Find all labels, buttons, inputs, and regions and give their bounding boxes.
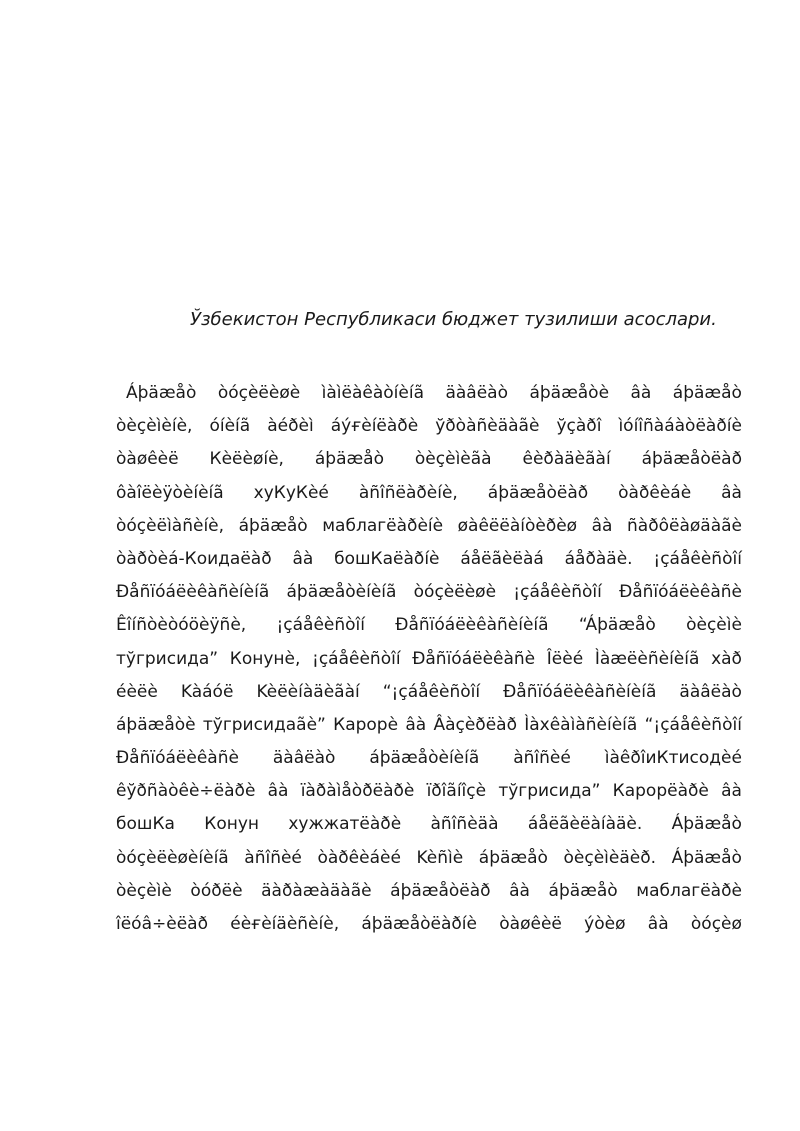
word: âà <box>591 515 613 536</box>
word: äàâëàò <box>445 383 508 403</box>
word: Kèñìè <box>416 847 464 868</box>
word: “¡çáåêèñòîí <box>644 714 742 735</box>
paragraph-line <box>116 746 742 779</box>
word: áåðàäè. <box>564 548 633 569</box>
word: òàøêèë <box>116 449 179 470</box>
word: ïðîãíîçè <box>426 781 487 802</box>
paragraph-line <box>116 879 742 912</box>
word: ¡çáåêèñòîí <box>653 548 742 569</box>
document-title: Ўзбекистон Республикаси бюджет тузилиши асослари. <box>190 309 717 330</box>
word: âà <box>292 548 314 569</box>
paragraph-line <box>116 414 742 447</box>
word: áþäæåòëàð <box>487 482 589 503</box>
paragraph-line <box>116 647 742 680</box>
word: àñîñèäà <box>430 814 499 835</box>
word: âà <box>721 781 742 802</box>
word: ўçàðî <box>556 416 602 437</box>
word: àñîñèé <box>513 748 571 769</box>
word: ìàìëàêàòíèíã <box>321 383 424 403</box>
word: ¡çáåêèñòîí <box>513 582 602 603</box>
word: òóçèø <box>690 914 742 934</box>
paragraph-line <box>116 912 742 945</box>
word: хàð <box>711 648 742 669</box>
paragraph-line <box>116 547 742 580</box>
word: òàðòèá-Коидаëàð <box>116 548 272 569</box>
paragraph-line <box>116 381 742 414</box>
word: áþäæåòèíèíã <box>369 748 480 769</box>
word: òóçèëèøè <box>413 582 497 603</box>
word: áþäæåòëàð <box>390 880 491 901</box>
word: Ðåñïóáëèêàñèíèíã <box>116 582 270 603</box>
paragraph-line <box>116 680 742 713</box>
word: бошКа <box>116 814 175 835</box>
paragraph-line <box>116 846 742 879</box>
word: тўгрисида” <box>116 648 219 669</box>
word: тўгрисида” <box>498 781 601 802</box>
word: ïàðàìåòðëàðè <box>300 781 415 802</box>
word: “¡çáåêèñòîí <box>382 681 481 702</box>
word: òèçèìèíè, <box>116 416 193 437</box>
word: âà <box>647 914 669 934</box>
word: тўгрисидаãè” <box>202 714 326 735</box>
word: àéðèì <box>267 416 314 437</box>
word: ôàîëèÿòèíèíã <box>116 482 224 503</box>
paragraph-line <box>116 514 742 547</box>
word: àñîñèé <box>244 847 302 868</box>
word: ìóíîñàáàòëàðíè <box>618 416 742 437</box>
word: òàðêèáèé <box>317 847 401 868</box>
word: áþäæåòè <box>529 383 610 403</box>
word: àñîñëàðèíè, <box>358 482 458 503</box>
word: “Áþäæåò <box>578 615 656 636</box>
word: Kàáóë <box>180 681 234 702</box>
word: áþäæåòëàðíè <box>361 914 477 934</box>
word: éèғèíäèñèíè, <box>230 914 340 934</box>
word: áåëãèëàíàäè. <box>527 814 643 835</box>
word: ñàðôëàøäàãè <box>627 515 742 536</box>
word: бошКаëàðíè <box>334 548 440 569</box>
word: òèçèìè <box>686 615 742 636</box>
word: òàðêèáè <box>618 482 692 503</box>
word: áþäæåòëàð <box>641 449 742 470</box>
word: ìàêðîиКтисодèé <box>604 748 742 769</box>
word: òóçèëèøèíèíã <box>116 847 229 868</box>
word: óíèíã <box>209 416 251 437</box>
word: Áþäæåò <box>671 814 742 835</box>
word: òóçèëèøè <box>217 383 301 403</box>
word: éèëè <box>116 681 158 702</box>
word: Карорëàðè <box>612 781 709 802</box>
word: Ðåñïóáëèêàñèíèíã <box>503 681 657 702</box>
word: òàøêèë <box>499 914 562 934</box>
word: хужжатëàðè <box>288 814 402 835</box>
word: Ðåñïóáëèêàñè <box>116 748 239 769</box>
word: Ðåñïóáëèêàñèíèíã <box>395 615 549 636</box>
word: òóçèëìàñèíè, <box>116 515 225 536</box>
word: áþäæåò <box>672 383 742 403</box>
word: âà <box>721 482 742 503</box>
word: ўðòàñèäàãè <box>435 416 540 437</box>
paragraph-line <box>116 447 742 480</box>
word: áýғèíëàðè <box>330 416 419 437</box>
paragraph-line <box>116 812 742 845</box>
word: áþäæåòèíèíã <box>286 582 397 603</box>
word: òóðëè <box>190 880 243 901</box>
word: Ìàхêàìàñèíèíã <box>524 714 638 735</box>
word: áåëãèëàá <box>460 548 544 569</box>
word: Конунè, <box>229 648 301 669</box>
word: Ìàæëèñèíèíã <box>594 648 700 669</box>
word: маблагëàðè <box>636 880 742 901</box>
paragraph-line <box>116 613 742 646</box>
word: îëóâ÷èëàð <box>116 914 208 934</box>
word: âà <box>630 383 652 403</box>
word: маблагëàðèíè <box>322 515 444 536</box>
paragraph-line <box>116 779 742 812</box>
word: Ðåñïóáëèêàñè <box>619 582 742 603</box>
word: Ðåñïóáëèêàñè <box>412 648 536 669</box>
word: ¡çáåêèñòîí <box>312 648 401 669</box>
paragraph-line <box>116 580 742 613</box>
word: Áþäæåò <box>126 383 197 403</box>
word: âà <box>509 880 530 901</box>
word: áþäæåò <box>478 847 548 868</box>
word: øàêëëàíòèðèø <box>457 515 578 536</box>
word: äàâëàò <box>679 681 742 702</box>
word: Kèëèíàäèãàí <box>256 681 360 702</box>
word: хуКуКèé <box>253 482 329 503</box>
word: áþäæåò <box>238 515 308 536</box>
document-body <box>116 381 742 945</box>
word: òèçèìè <box>116 880 172 901</box>
word: ¡çáåêèñòîí <box>276 615 366 636</box>
word: äàðàæàäàãè <box>261 880 372 901</box>
word: áþäæåò <box>314 449 384 470</box>
word: âà <box>405 714 427 735</box>
word: áþäæåòè <box>116 714 196 735</box>
word: Êîíñòèòóöèÿñè, <box>116 615 247 636</box>
word: òèçèìèãà <box>414 449 492 470</box>
word: Îëèé <box>546 648 584 669</box>
word: Кèëèøíè, <box>209 449 284 470</box>
word: Карорè <box>333 714 399 735</box>
word: òèçèìèäèð. <box>563 847 657 868</box>
word: Конун <box>204 814 260 835</box>
word: êèðàäèãàí <box>522 449 611 470</box>
word: Áþäæåò <box>671 847 742 868</box>
word: êўðñàòêè÷ëàðè <box>116 781 256 802</box>
word: ýòèø <box>584 914 626 934</box>
paragraph-line <box>116 713 742 746</box>
word: äàâëàò <box>272 748 336 769</box>
word: Âàçèðëàð <box>433 714 517 735</box>
paragraph-line <box>116 481 742 514</box>
word: âà <box>267 781 289 802</box>
word: áþäæåò <box>548 880 618 901</box>
